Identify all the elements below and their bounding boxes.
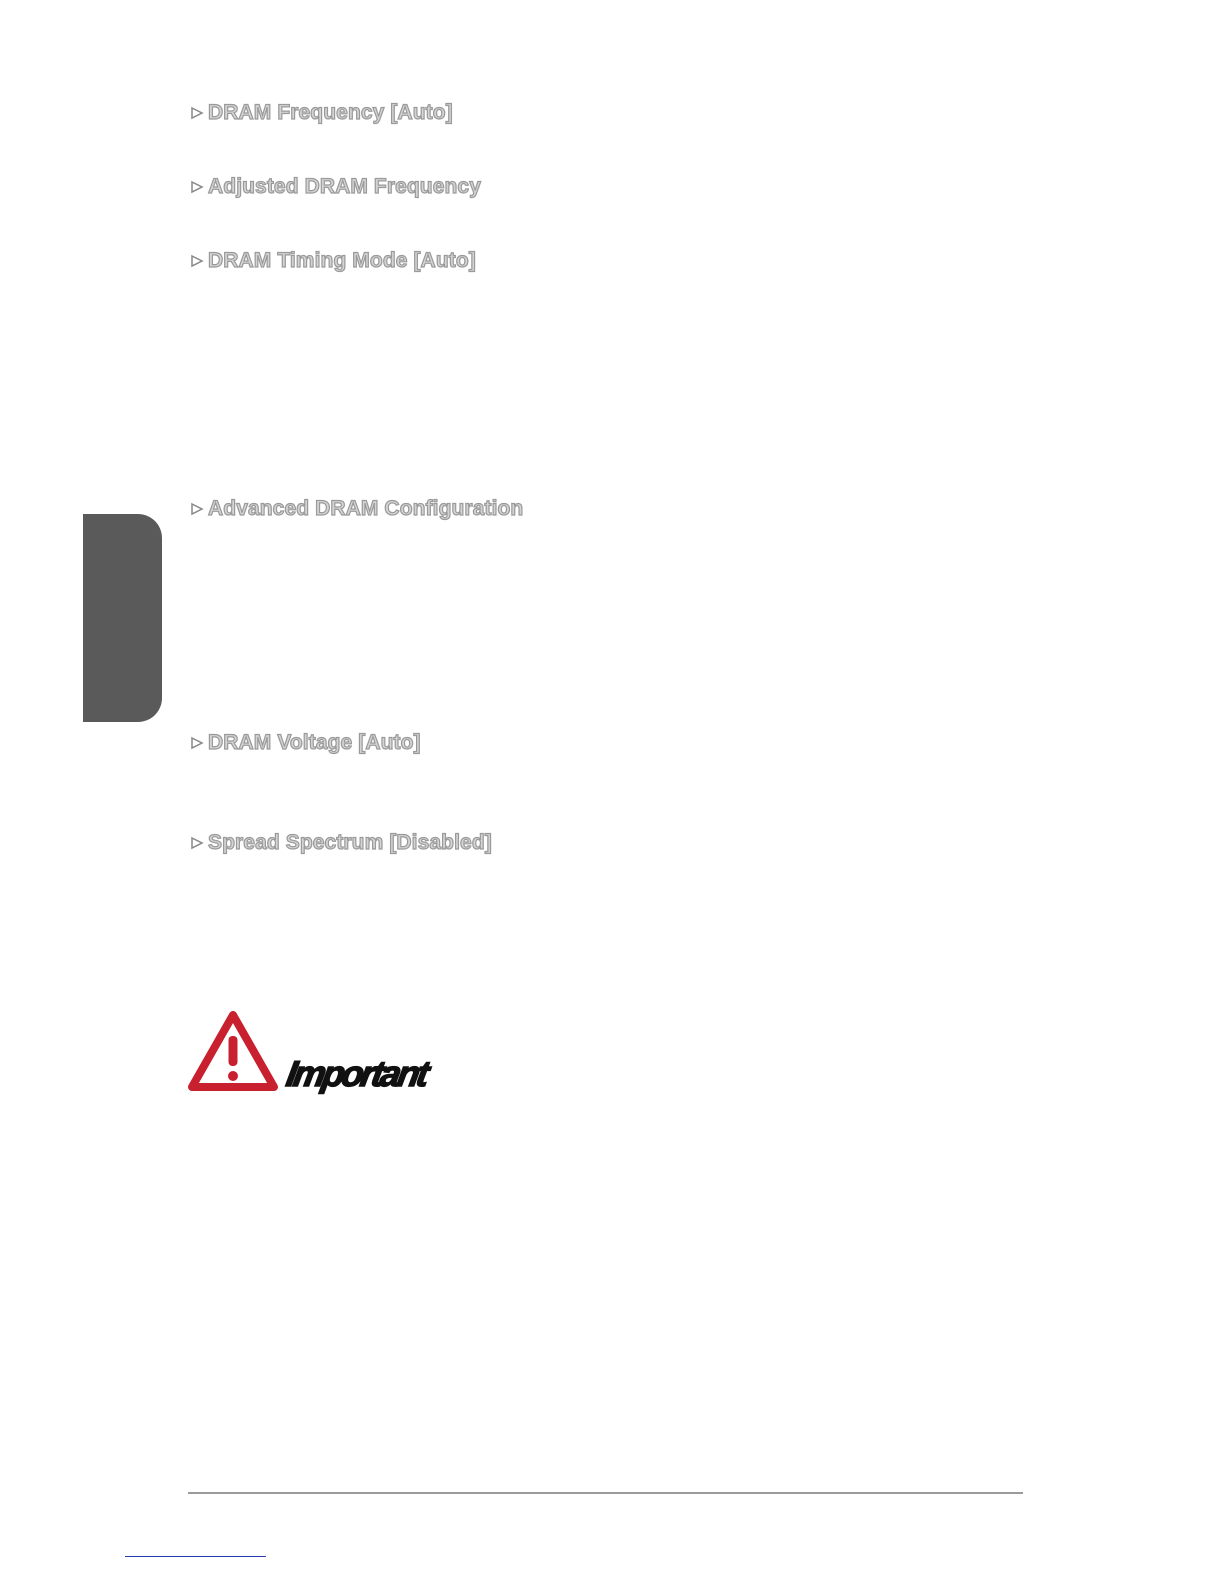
setting-adjusted-dram-frequency[interactable] bbox=[190, 175, 481, 199]
setting-advanced-dram-configuration[interactable] bbox=[190, 497, 523, 521]
setting-dram-voltage[interactable] bbox=[190, 731, 421, 755]
triangle-right-outline-icon bbox=[190, 254, 206, 268]
triangle-right-outline-icon bbox=[190, 736, 206, 750]
warning-triangle-icon bbox=[187, 1010, 279, 1097]
triangle-right-outline-icon bbox=[190, 502, 206, 516]
setting-label: Spread Spectrum [Disabled] bbox=[208, 831, 492, 854]
setting-label: Adjusted DRAM Frequency bbox=[208, 175, 481, 198]
setting-spread-spectrum[interactable] bbox=[190, 831, 492, 855]
triangle-right-outline-icon bbox=[190, 180, 206, 194]
setting-label: DRAM Voltage [Auto] bbox=[208, 731, 421, 754]
setting-label: DRAM Frequency [Auto] bbox=[208, 101, 453, 124]
triangle-right-outline-icon bbox=[190, 836, 206, 850]
setting-dram-timing-mode[interactable] bbox=[190, 249, 476, 273]
setting-label: Advanced DRAM Configuration bbox=[208, 497, 524, 520]
important-heading: Important bbox=[283, 1053, 430, 1094]
setting-label: DRAM Timing Mode [Auto] bbox=[208, 249, 476, 272]
setting-dram-frequency[interactable] bbox=[190, 101, 453, 125]
triangle-right-outline-icon bbox=[190, 106, 206, 120]
chapter-side-tab bbox=[83, 514, 162, 722]
important-notice bbox=[187, 1010, 430, 1097]
footer-divider bbox=[188, 1492, 1023, 1494]
footer-link-underline[interactable] bbox=[125, 1556, 266, 1557]
